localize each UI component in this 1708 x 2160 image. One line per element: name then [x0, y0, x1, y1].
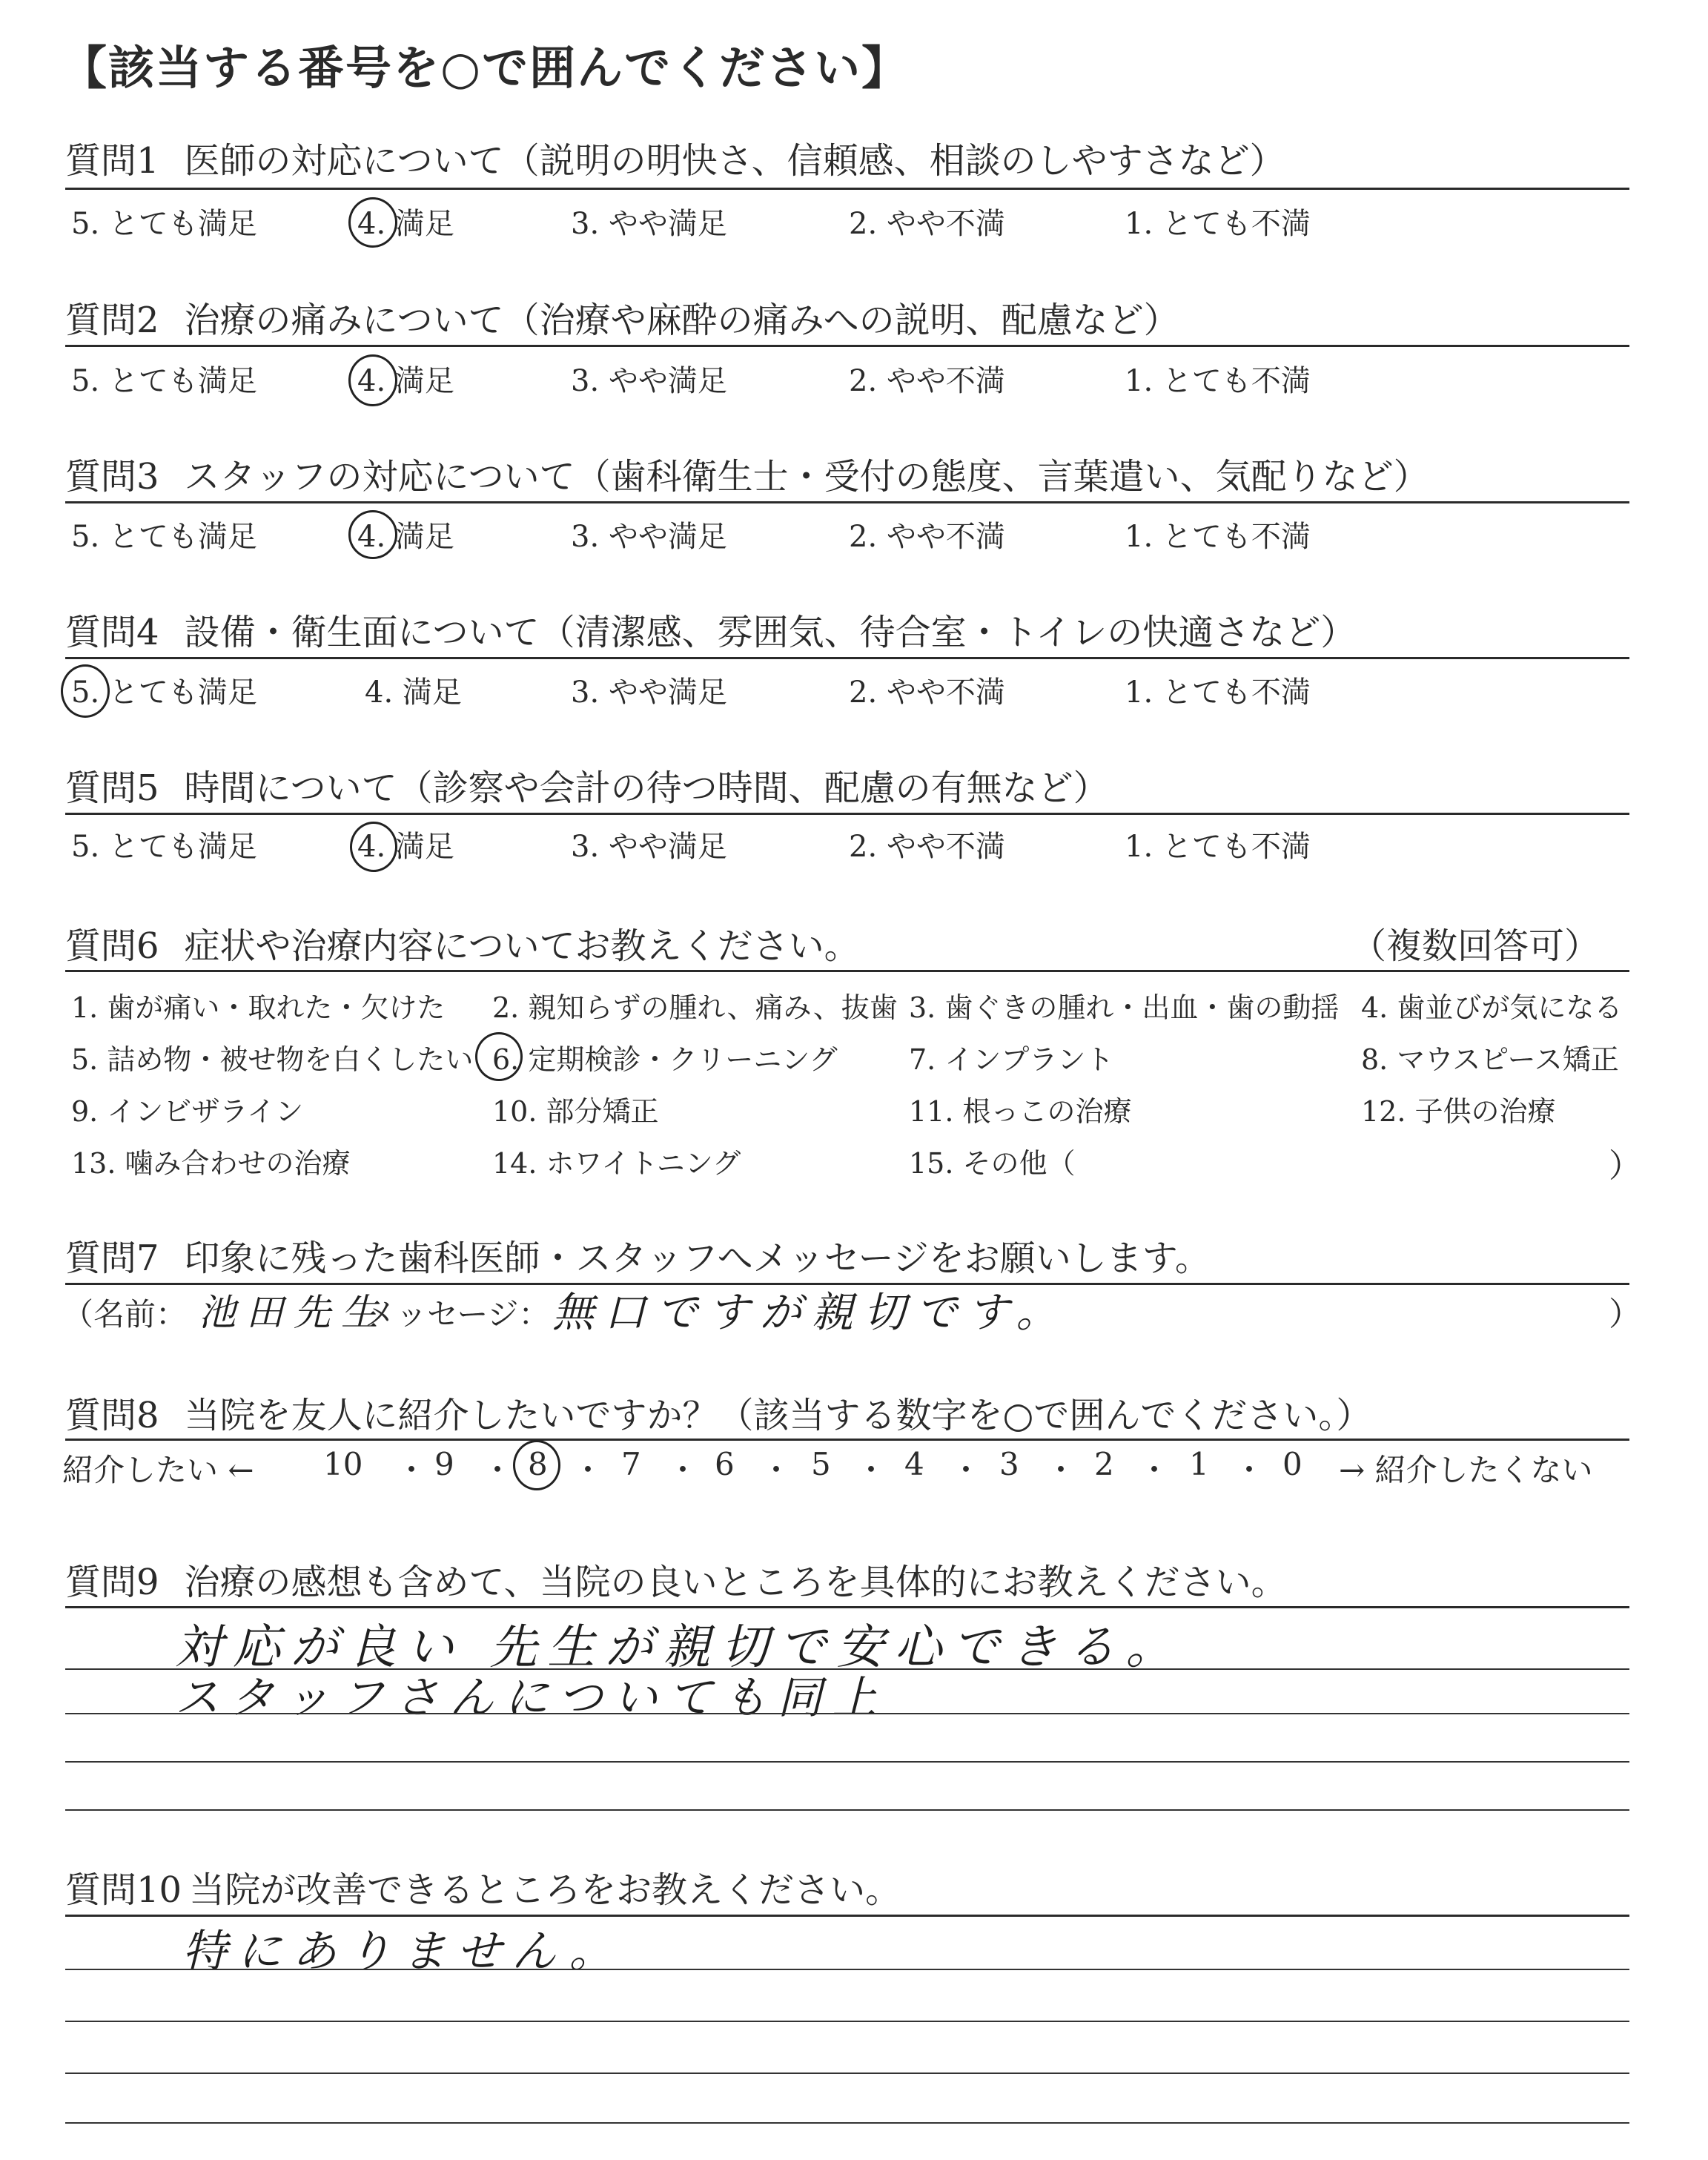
question-text: 設備・衛生面について（清潔感、雰囲気、待合室・トイレの快適さなど）	[184, 612, 1357, 653]
question-text: 当院を友人に紹介したいですか？（該当する数字を○で囲んでください。）	[184, 1395, 1372, 1436]
q2-option-4[interactable]: 4. 満足	[357, 364, 454, 398]
selection-circle	[61, 664, 110, 718]
scale-dot: ・	[572, 1452, 604, 1488]
scale-10[interactable]: 10	[323, 1446, 363, 1482]
writing-line	[65, 1713, 1629, 1714]
q6-option-15[interactable]: 15. その他（	[909, 1147, 1076, 1180]
question-7-heading	[65, 1229, 1211, 1281]
name-handwritten[interactable]: 池田先生	[199, 1291, 388, 1334]
scale-0[interactable]: 0	[1282, 1446, 1302, 1482]
page-title: 【該当する番号を○で囲んでください】	[61, 41, 910, 95]
name-label: （名前：	[62, 1296, 188, 1332]
divider	[65, 970, 1629, 972]
q2-option-1[interactable]: 1. とても不満	[1125, 364, 1311, 398]
scale-2[interactable]: 2	[1094, 1446, 1114, 1482]
message-label: メッセージ：	[365, 1296, 550, 1332]
q4-option-3[interactable]: 3. やや満足	[571, 676, 727, 710]
question-number: 質問5	[65, 767, 159, 809]
question-number: 質問6	[65, 925, 159, 967]
question-number: 質問3	[65, 456, 159, 498]
q2-option-2[interactable]: 2. やや不満	[849, 364, 1005, 398]
q4-option-2[interactable]: 2. やや不満	[849, 676, 1005, 710]
selection-circle	[475, 1032, 523, 1081]
question-6-heading	[65, 917, 860, 968]
q6-option-11[interactable]: 11. 根っこの治療	[909, 1095, 1132, 1128]
q5-option-5[interactable]: 5. とても満足	[71, 830, 257, 864]
q6-option-8[interactable]: 8. マウスピース矯正	[1361, 1043, 1619, 1076]
q6-option-7[interactable]: 7. インプラント	[909, 1043, 1114, 1076]
q2-option-5[interactable]: 5. とても満足	[71, 364, 257, 398]
scale-3[interactable]: 3	[999, 1446, 1019, 1482]
q9-answer-line-2[interactable]: スタッフさんについても同上	[175, 1672, 887, 1724]
q1-option-5[interactable]: 5. とても満足	[71, 207, 257, 241]
q1-option-2[interactable]: 2. やや不満	[849, 207, 1005, 241]
q5-option-4[interactable]: 4. 満足	[357, 830, 454, 864]
recommend-left-label: 紹介したい ←	[62, 1452, 254, 1488]
question-5-heading	[65, 759, 1109, 810]
question-number: 質問1	[65, 140, 159, 182]
q2-option-3[interactable]: 3. やや満足	[571, 364, 727, 398]
scale-dot: ・	[1045, 1452, 1077, 1488]
q4-option-1[interactable]: 1. とても不満	[1125, 676, 1311, 710]
writing-line	[65, 1969, 1629, 1970]
selection-circle	[348, 197, 397, 248]
question-4-heading	[65, 604, 1356, 655]
q5-option-3[interactable]: 3. やや満足	[571, 830, 727, 864]
question-text: スタッフの対応について（歯科衛生士・受付の態度、言葉遣い、気配りなど）	[184, 456, 1429, 498]
other-close-paren: ）	[1609, 1147, 1641, 1185]
scale-8[interactable]: 8	[528, 1446, 548, 1482]
q3-option-5[interactable]: 5. とても満足	[71, 520, 257, 554]
scale-4[interactable]: 4	[904, 1446, 924, 1482]
q5-option-1[interactable]: 1. とても不満	[1125, 830, 1311, 864]
writing-line	[65, 2122, 1629, 2124]
q6-option-12[interactable]: 12. 子供の治療	[1361, 1095, 1556, 1128]
q6-option-9[interactable]: 9. インビザライン	[71, 1095, 304, 1128]
scale-5[interactable]: 5	[811, 1446, 831, 1482]
q4-option-4[interactable]: 4. 満足	[365, 676, 462, 710]
q3-option-2[interactable]: 2. やや不満	[849, 520, 1005, 554]
writing-line	[65, 1809, 1629, 1811]
divider	[65, 1606, 1629, 1608]
scale-dot: ・	[761, 1452, 792, 1488]
question-number: 質問2	[65, 300, 159, 341]
recommend-right-label: → 紹介したくない	[1339, 1452, 1593, 1488]
selection-circle	[348, 510, 397, 559]
selection-circle	[348, 354, 397, 406]
divider	[65, 813, 1629, 815]
question-number: 質問8	[65, 1395, 159, 1436]
question-text: 治療の痛みについて（治療や麻酔の痛みへの説明、配慮など）	[184, 300, 1179, 341]
writing-line	[65, 1761, 1629, 1763]
writing-line	[65, 2073, 1629, 2074]
question-text: 症状や治療内容についてお教えください。	[184, 925, 860, 967]
scale-dot: ・	[950, 1452, 982, 1488]
q6-option-5[interactable]: 5. 詰め物・被せ物を白くしたい	[71, 1043, 474, 1076]
scale-9[interactable]: 9	[434, 1446, 454, 1482]
question-1-heading	[65, 132, 1285, 183]
question-number: 質問4	[65, 612, 159, 653]
writing-line	[65, 2021, 1629, 2022]
question-number: 質問10	[65, 1869, 182, 1911]
q3-option-1[interactable]: 1. とても不満	[1125, 520, 1311, 554]
q5-option-2[interactable]: 2. やや不満	[849, 830, 1005, 864]
q9-answer-line-1[interactable]: 対応が良い 先生が親切で安心できる。	[175, 1620, 1184, 1675]
q3-option-3[interactable]: 3. やや満足	[571, 520, 727, 554]
selection-circle	[350, 822, 397, 872]
scale-dot: ・	[1234, 1452, 1265, 1488]
question-text: 治療の感想も含めて、当院の良いところを具体的にお教えください。	[184, 1562, 1287, 1603]
scale-6[interactable]: 6	[715, 1446, 735, 1482]
q3-option-4[interactable]: 4. 満足	[357, 520, 454, 554]
divider	[65, 345, 1629, 347]
q1-option-4[interactable]: 4. 満足	[357, 207, 454, 241]
q6-option-4[interactable]: 4. 歯並びが気になる	[1361, 991, 1623, 1024]
q4-option-5[interactable]: 5. とても満足	[71, 676, 257, 710]
divider	[65, 657, 1629, 659]
q6-option-3[interactable]: 3. 歯ぐきの腫れ・出血・歯の動揺	[909, 991, 1340, 1024]
question-10-heading	[65, 1861, 901, 1912]
scale-dot: ・	[855, 1452, 887, 1488]
q1-option-1[interactable]: 1. とても不満	[1125, 207, 1311, 241]
divider	[65, 188, 1629, 190]
question-text: 印象に残った歯科医師・スタッフへメッセージをお願いします。	[184, 1238, 1211, 1279]
q10-answer-line-1[interactable]: 特にありません。	[182, 1926, 624, 1978]
q6-option-13[interactable]: 13. 噛み合わせの治療	[71, 1147, 351, 1180]
q6-option-1[interactable]: 1. 歯が痛い・取れた・欠けた	[71, 991, 446, 1024]
question-number: 質問9	[65, 1562, 159, 1603]
scale-dot: ・	[396, 1452, 428, 1488]
question-text: 当院が改善できるところをお教えください。	[189, 1869, 901, 1911]
divider	[65, 1439, 1629, 1441]
q6-option-14[interactable]: 14. ホワイトニング	[492, 1147, 741, 1180]
scale-dot: ・	[1139, 1452, 1171, 1488]
scale-1[interactable]: 1	[1189, 1446, 1209, 1482]
question-9-heading	[65, 1553, 1287, 1605]
message-handwritten[interactable]: 無口ですが親切です。	[552, 1289, 1068, 1337]
scale-dot: ・	[667, 1452, 699, 1488]
question-3-heading	[65, 448, 1429, 499]
scale-dot: ・	[482, 1452, 514, 1488]
q6-option-2[interactable]: 2. 親知らずの腫れ、痛み、抜歯	[492, 991, 898, 1024]
question-8-heading	[65, 1387, 1371, 1438]
q6-option-10[interactable]: 10. 部分矯正	[492, 1095, 659, 1128]
multiple-answers-note: （複数回答可）	[1350, 925, 1600, 967]
question-text: 時間について（診察や会計の待つ時間、配慮の有無など）	[184, 767, 1109, 809]
scale-7[interactable]: 7	[621, 1446, 641, 1482]
q1-option-3[interactable]: 3. やや満足	[571, 207, 727, 241]
selection-circle	[513, 1440, 560, 1490]
question-2-heading	[65, 291, 1179, 343]
divider	[65, 501, 1629, 503]
question-number: 質問7	[65, 1238, 159, 1279]
question-text: 医師の対応について（説明の明快さ、信頼感、相談のしやすさなど）	[184, 140, 1285, 182]
message-close-paren: ）	[1609, 1295, 1641, 1333]
q6-option-6[interactable]: 6. 定期検診・クリーニング	[492, 1043, 838, 1076]
